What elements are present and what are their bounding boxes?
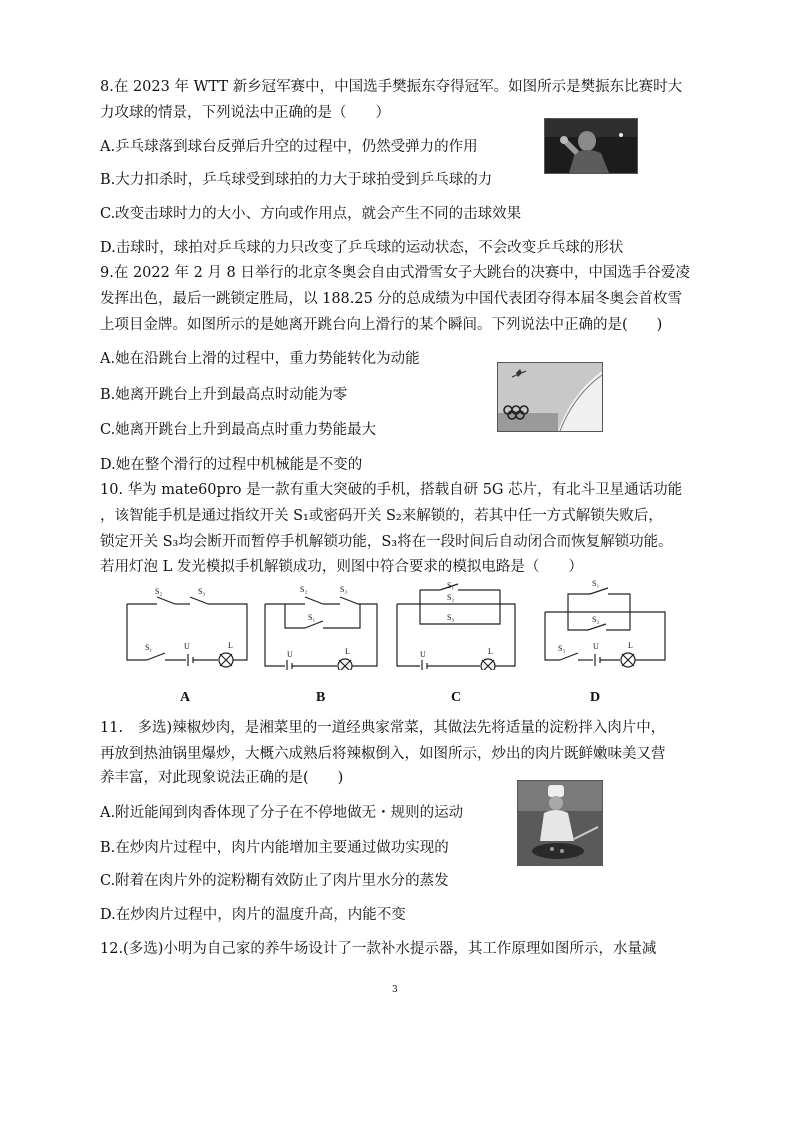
- circuit-a-s2-label: S₂: [155, 587, 163, 596]
- circuit-d-s1-label: S₁: [592, 580, 600, 588]
- q11-option-c: C.附着在肉片外的淀粉糊有效防止了肉片里水分的蒸发: [100, 873, 449, 889]
- q9-option-d: D.她在整个滑行的过程中机械能是不变的: [100, 457, 363, 473]
- q8-option-a: A.乒乓球落到球台反弹后升空的过程中，仍然受弹力的作用: [100, 139, 478, 155]
- q9-stem-line3: 上项目金牌。如图所示的是她离开跳台向上滑行的某个瞬间。下列说法中正确的是( ): [100, 317, 663, 333]
- q8-option-b: B.大力扣杀时，乒乓球受到球拍的力大于球拍受到乒乓球的力: [100, 172, 493, 188]
- q11-option-a: A.附近能闻到肉香体现了分子在不停地做无・规则的运动: [100, 805, 464, 821]
- circuit-a-l-label: L: [228, 641, 233, 650]
- circuit-b-l-label: L: [345, 647, 350, 656]
- circuit-a-s3-label: S₃: [198, 587, 206, 596]
- circuit-b-s2-label: S₂: [300, 585, 308, 594]
- circuit-b: [265, 597, 377, 670]
- circuit-a-s1-label: S₁: [145, 643, 153, 652]
- q8-option-c: C.改变击球时力的大小、方向或作用点，就会产生不同的击球效果: [100, 206, 522, 222]
- circuit-label-c: C: [451, 690, 462, 705]
- circuit-label-d: D: [590, 690, 601, 705]
- q9-option-c: C.她离开跳台上升到最高点时重力势能最大: [100, 422, 377, 438]
- table-tennis-photo: [544, 118, 638, 174]
- q9-option-b: B.她离开跳台上升到最高点时动能为零: [100, 387, 348, 403]
- circuit-label-b: B: [316, 690, 326, 705]
- q11-option-b: B.在炒肉片过程中，肉片内能增加主要通过做功实现的: [100, 840, 449, 856]
- q8-option-d: D.击球时，球拍对乒乓球的力只改变了乒乓球的运动状态，不会改变乒乓球的形状: [100, 240, 624, 256]
- q8-stem-line2: 力攻球的情景，下列说法中正确的是（ ）: [100, 105, 390, 121]
- circuit-d: [545, 588, 665, 667]
- q9-stem-line2: 发挥出色，最后一跳锁定胜局，以 188.25 分的总成绩为中国代表团夺得本届冬奥会首枚雪: [100, 291, 682, 307]
- circuit-c-l-label: L: [488, 647, 493, 656]
- circuit-b-s1-label: S₁: [308, 613, 316, 622]
- circuit-c-s2-label: S₂: [447, 593, 455, 602]
- circuit-c: [397, 584, 515, 670]
- q11-stem-line2: 再放到热油锅里爆炒，大概六成熟后将辣椒倒入，如图所示，炒出的肉片既鲜嫩味美又营: [100, 746, 666, 762]
- circuit-a-u-label: U: [184, 642, 190, 651]
- circuit-d-l-label: L: [628, 641, 633, 650]
- q10-stem-line4: 若用灯泡 L 发光模拟手机解锁成功，则图中符合要求的模拟电路是（ ）: [100, 559, 583, 575]
- q9-stem-line1: 9.在 2022 年 2 月 8 日举行的北京冬奥会自由式滑雪女子大跳台的决赛中，中国选手谷爱凌: [100, 265, 690, 281]
- circuit-c-s1-label: S₁: [447, 581, 455, 590]
- circuit-c-s3-label: S₃: [447, 613, 455, 622]
- q8-stem-line1: 8.在 2023 年 WTT 新乡冠军赛中，中国选手樊振东夺得冠军。如图所示是樊振东比赛时大: [100, 79, 683, 95]
- circuit-a: [127, 597, 247, 667]
- circuit-b-u-label: U: [287, 650, 293, 659]
- circuit-d-u-label: U: [593, 642, 599, 651]
- page-number: 3: [392, 985, 398, 995]
- q11-option-d: D.在炒肉片过程中，肉片的温度升高，内能不变: [100, 907, 406, 923]
- q10-stem-line1: 10. 华为 mate60pro 是一款有重大突破的手机，搭载自研 5G 芯片，有北斗卫星通话功能: [100, 482, 683, 498]
- circuit-d-s3-label: S₃: [558, 644, 566, 653]
- q10-stem-line2: ，该智能手机是通过指纹开关 S₁或密码开关 S₂来解锁的，若其中任一方式解锁失败后，: [100, 508, 663, 524]
- q10-stem-line3: 锁定开关 S₃均会断开而暂停手机解锁功能，S₃将在一段时间后自动闭合而恢复解锁功能。: [100, 534, 673, 550]
- cooking-photo: [517, 780, 603, 866]
- circuit-label-a: A: [180, 690, 191, 705]
- circuit-d-s2-label: S₂: [592, 615, 600, 624]
- q9-option-a: A.她在沿跳台上滑的过程中，重力势能转化为动能: [100, 351, 420, 367]
- q11-stem-line1: 11. 多选)辣椒炒肉，是湘菜里的一道经典家常菜，其做法先将适量的淀粉拌入肉片中，: [100, 720, 666, 736]
- ski-jump-photo: [497, 362, 603, 432]
- circuit-diagrams: [0, 580, 793, 670]
- q12-stem-line1: 12.(多选)小明为自己家的养牛场设计了一款补水提示器，其工作原理如图所示，水量减: [100, 941, 657, 957]
- circuit-b-s3-label: S₃: [340, 585, 348, 594]
- circuit-c-u-label: U: [420, 650, 426, 659]
- q11-stem-line3: 养丰富，对此现象说法正确的是( ): [100, 770, 344, 786]
